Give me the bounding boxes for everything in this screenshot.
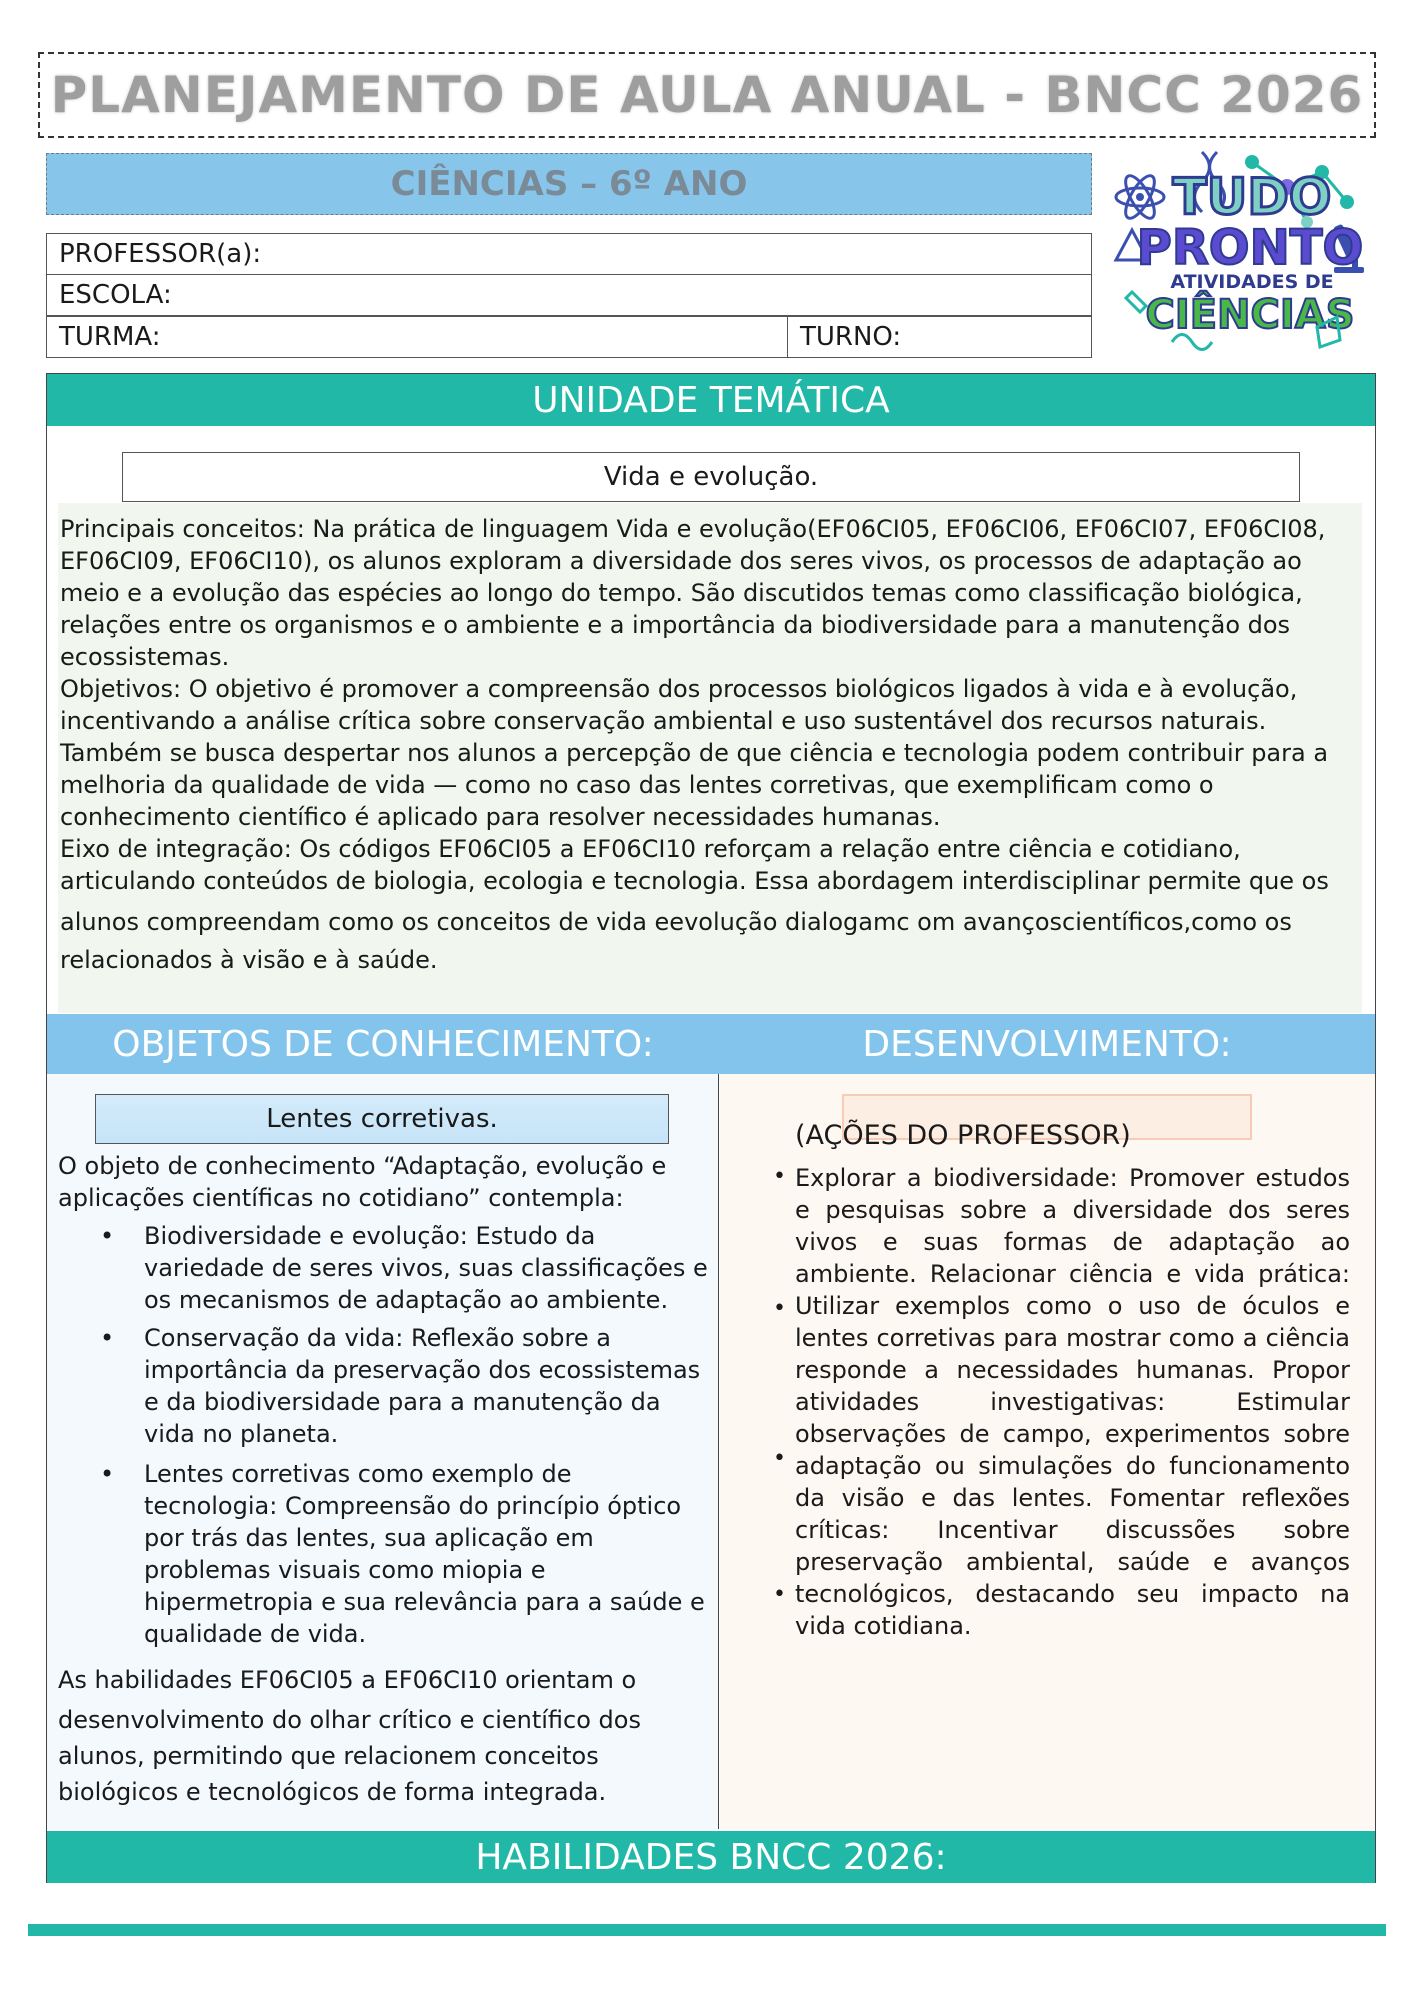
professor-row[interactable]	[46, 233, 1092, 275]
objetos-intro: O objeto de conhecimento “Adaptação, evolução e aplicações científicas no cotidiano” contempla:	[58, 1152, 667, 1212]
objetos-title: OBJETOS DE CONHECIMENTO:	[112, 1023, 654, 1065]
bullet-icon: •	[773, 1446, 786, 1471]
habilidades-header	[47, 1831, 1375, 1883]
acoes-title: (AÇÕES DO PROFESSOR)	[795, 1120, 1131, 1151]
page-title: PLANEJAMENTO DE AULA ANUAL - BNCC 2026	[50, 66, 1364, 124]
turno-cell[interactable]	[788, 317, 1091, 357]
turma-label: TURMA:	[59, 322, 161, 352]
eixo-integracao-continuation: alunos compreendam como os conceitos de vida eevolução dialogamc om avançoscientíficos,como os relacionados à visão e à saúde.	[60, 908, 1292, 974]
logo-text-tudo: TUDO	[1172, 168, 1332, 226]
desenvolvimento-title: DESENVOLVIMENTO:	[862, 1023, 1232, 1065]
lentes-box	[95, 1094, 669, 1144]
logo-text-pronto: PRONTO	[1136, 220, 1364, 276]
objetivos: Objetivos: O objetivo é promover a compreensão dos processos biológicos ligados à vida e à evolução, incentivando a análise crítica sobre conservação ambiental e uso sustentável dos recursos naturais. Também se busca despertar nos alunos a percepção de que ciência e tecnologia podem contribuir para a melhoria da qualidade de vida — como no caso das lentes corretivas, que exemplificam como o conhecimento científico é aplicado para resolver necessidades humanas.	[60, 675, 1329, 831]
theme-text: Vida e evolução.	[603, 462, 819, 492]
tudo-pronto-logo	[1102, 142, 1382, 372]
bullet-icon: •	[100, 1324, 115, 1352]
lentes-text: Lentes corretivas.	[266, 1104, 498, 1134]
subject-bar	[46, 153, 1092, 215]
objetos-header	[47, 1014, 719, 1074]
title-box	[38, 52, 1376, 138]
escola-row[interactable]	[46, 274, 1092, 316]
test-tube-icon	[1126, 292, 1146, 312]
desenvolvimento-text: Explorar a biodiversidade: Promover estudos e pesquisas sobre a diversidade dos seres vivos e suas formas de adaptação ao ambiente. Relacionar ciência e vida prática: Utilizar exemplos como o uso de óculos e lentes corretivas para mostrar como a ciência responde a necessidades humanas. Propor atividades investigativas: Estimular observações de campo, experimentos sobre adaptação ou simulações do funcionamento da visão e das lentes. Fomentar reflexões críticas: Incentivar discussões sobre preservação ambiental, saúde e avanços tecnológicos, destacando seu impacto na vida cotidiana.	[795, 1164, 1350, 1640]
principais-conceitos: Principais conceitos: Na prática de linguagem Vida e evolução(EF06CI05, EF06CI06, EF06CI07, EF06CI08, EF06CI09, EF06CI10), os alunos exploram a diversidade dos seres vivos, os processos de adaptação ao meio e a evolução das espécies ao longo do tempo. São discutidos temas como classificação biológica, relações entre os organismos e o ambiente e a importância da biodiversidade para a manutenção dos ecossistemas.	[60, 515, 1326, 671]
logo-text-ciencias: CIÊNCIAS	[1145, 292, 1355, 338]
bullet-icon: •	[100, 1222, 115, 1250]
habilidades-title: HABILIDADES BNCC 2026:	[475, 1836, 947, 1878]
list-item: • Conservação da vida: Reflexão sobre a importância da preservação dos ecossistemas e da biodiversidade para a manutenção da vida no planeta.	[100, 1324, 701, 1448]
turno-label: TURNO:	[800, 322, 902, 352]
unidade-tematica-title: UNIDADE TEMÁTICA	[532, 379, 890, 421]
list-item: • Biodiversidade e evolução: Estudo da variedade de seres vivos, suas classificações e os mecanismos de adaptação ao ambiente.	[100, 1222, 708, 1314]
bullet-icon: •	[100, 1460, 115, 1488]
bullet-icon: •	[773, 1164, 786, 1189]
subject-title: CIÊNCIAS – 6º ANO	[390, 164, 748, 204]
objetos-closing-1: As habilidades EF06CI05 a EF06CI10 orientam o	[58, 1666, 637, 1694]
list-item: • Lentes corretivas como exemplo de tecnologia: Compreensão do princípio óptico por trás das lentes, sua aplicação em problemas visuais como miopia e hipermetropia e sua relevância para a saúde e qualidade de vida.	[100, 1460, 705, 1648]
turma-turno-row	[46, 316, 1092, 358]
turma-cell[interactable]	[47, 317, 788, 357]
unidade-tematica-header	[47, 374, 1375, 426]
desenvolvimento-header	[719, 1014, 1375, 1074]
theme-box	[122, 452, 1300, 502]
logo-text-atividades: ATIVIDADES DE	[1170, 271, 1334, 293]
objetos-list	[58, 1220, 708, 1650]
professor-label: PROFESSOR(a):	[59, 239, 262, 269]
objetos-text	[58, 1150, 708, 1810]
escola-label: ESCOLA:	[59, 280, 172, 310]
bullet-icon: •	[773, 1582, 786, 1607]
unidade-content	[58, 503, 1362, 1013]
bottom-divider	[28, 1924, 1386, 1936]
eixo-integracao: Eixo de integração: Os códigos EF06CI05 a EF06CI10 reforçam a relação entre ciência e cotidiano, articulando conteúdos de biologia, ecologia e tecnologia. Essa abordagem interdisciplinar permite que os	[60, 835, 1329, 895]
bullet-icon: •	[773, 1296, 786, 1321]
objetos-closing-2: desenvolvimento do olhar crítico e científico dos alunos, permitindo que relacionem conceitos biológicos e tecnológicos de forma integrada.	[58, 1706, 641, 1806]
